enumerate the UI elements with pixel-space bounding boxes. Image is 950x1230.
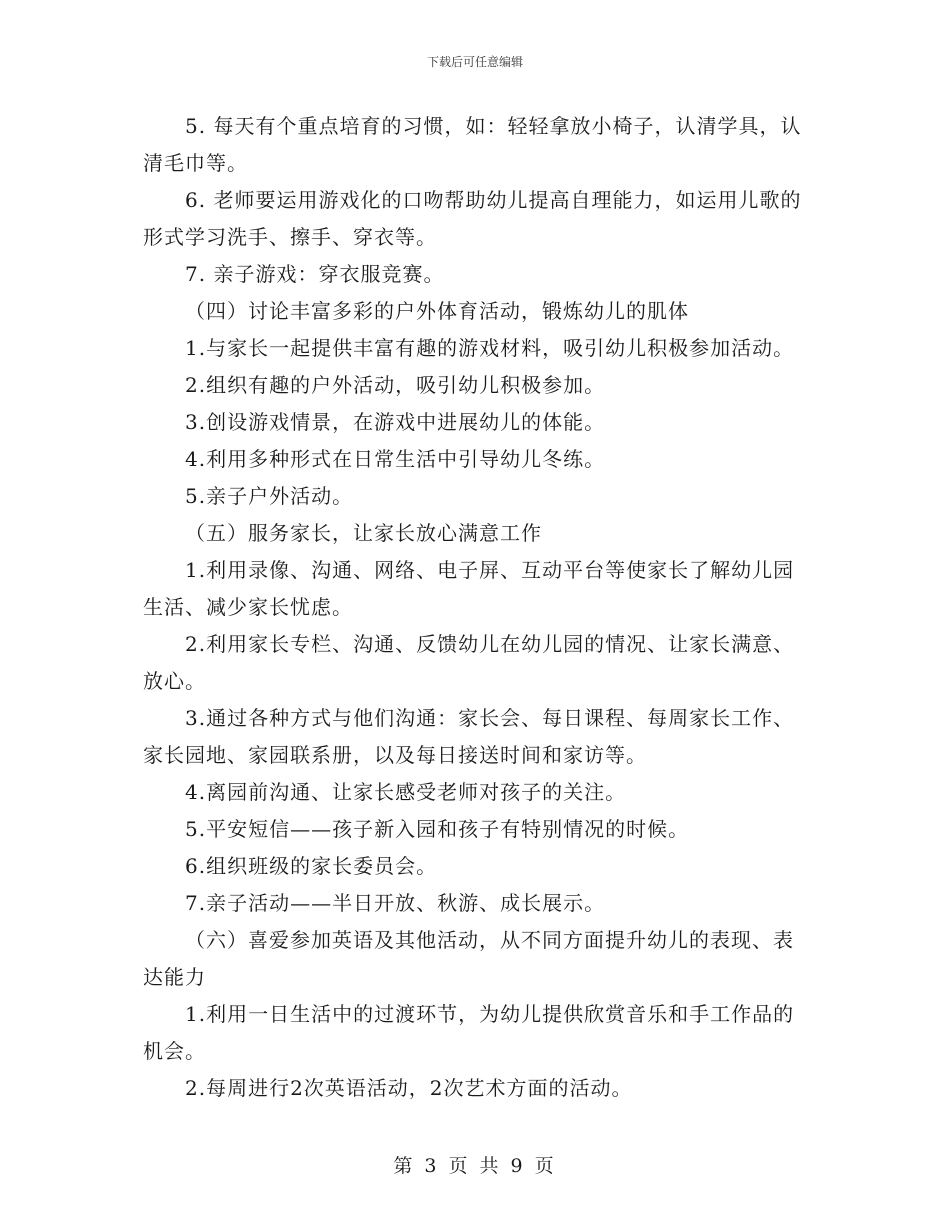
paragraph: 1.利用一日生活中的过渡环节，为幼儿提供欣赏音乐和手工作品的机会。: [143, 1002, 795, 1063]
paragraph: 3.通过各种方式与他们沟通：家长会、每日课程、每周家长工作、家长园地、家园联系册，以及每日接送时间和家访等。: [143, 706, 795, 767]
paragraph: 4.离园前沟通、让家长感受老师对孩子的关注。: [185, 780, 627, 804]
paragraph: 2.每周进行2次英语活动，2次艺术方面的活动。: [185, 1076, 633, 1100]
paragraph: 1.与家长一起提供丰富有趣的游戏材料，吸引幼儿积极参加活动。: [185, 336, 795, 360]
paragraph: 4.利用多种形式在日常生活中引导幼儿冬练。: [185, 447, 606, 471]
paragraph: 5.平安短信——孩子新入园和孩子有特别情况的时候。: [185, 817, 690, 841]
section-heading: （六）喜爱参加英语及其他活动，从不同方面提升幼儿的表现、表达能力: [143, 928, 794, 989]
paragraph: 5.亲子户外活动。: [185, 484, 354, 508]
paragraph: 7.亲子活动——半日开放、秋游、成长展示。: [185, 891, 606, 915]
page-header: 下载后可任意编辑: [426, 55, 523, 69]
section-heading: （四）讨论丰富多彩的户外体育活动，锻炼幼儿的肌体: [185, 299, 689, 323]
paragraph: 1.利用录像、沟通、网络、电子屏、互动平台等使家长了解幼儿园生活、减少家长忧虑。: [143, 558, 795, 619]
page-number: 第 3 页 共 9 页: [393, 1155, 557, 1177]
paragraph: 2.利用家长专栏、沟通、反馈幼儿在幼儿园的情况、让家长满意、放心。: [143, 632, 795, 693]
section-heading: （五）服务家长，让家长放心满意工作: [185, 521, 542, 545]
paragraph: 6. 老师要运用游戏化的口吻帮助幼儿提高自理能力，如运用儿歌的形式学习洗手、擦手、穿衣等。: [143, 188, 802, 249]
paragraph: 7. 亲子游戏：穿衣服竞赛。: [185, 262, 445, 286]
paragraph: 5. 每天有个重点培育的习惯，如：轻轻拿放小椅子，认清学具，认清毛巾等。: [143, 114, 802, 175]
paragraph: 6.组织班级的家长委员会。: [185, 854, 438, 878]
paragraph: 2.组织有趣的户外活动，吸引幼儿积极参加。: [185, 373, 606, 397]
paragraph: 3.创设游戏情景，在游戏中进展幼儿的体能。: [185, 410, 606, 434]
document-body: [143, 108, 811, 1107]
